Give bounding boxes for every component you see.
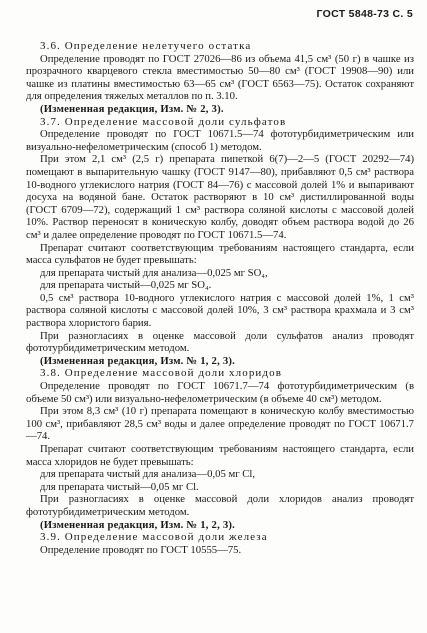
list-item: для препарата чистый для анализа—0,05 мг Cl,: [40, 468, 256, 481]
paragraph: Препарат считают соответствующим требованиям настоящего стандарта, если масса хлоридов не будет превышать:: [26, 443, 414, 468]
paragraph: При этом 8,3 см³ (10 г) препарата помещают в коническую колбу вместимостью 100 см³, прибавляют 28,5 см³ воды и далее определение проводят по ГОСТ 10671.7—74.: [26, 405, 414, 443]
list-item: для препарата чистый—0,05 мг Cl.: [40, 480, 199, 493]
paragraph: Препарат считают соответствующим требованиям настоящего стандарта, если масса сульфатов не будет превышать:: [26, 241, 414, 267]
paragraph: Определение проводят по ГОСТ 10671.7—74 фототурбидиметрическим (в объеме 50 см³) или визуально-нефелометрическим (в объеме 40 см³) методом.: [26, 380, 414, 405]
amendment-note: (Измененная редакция, Изм. № 2, 3).: [40, 102, 224, 115]
section-heading: 3.7. Определение массовой доли сульфатов: [40, 115, 287, 128]
document-body: [26, 40, 414, 556]
amendment-note: (Измененная редакция, Изм. № 1, 2, 3).: [40, 354, 235, 367]
paragraph: Определение проводят по ГОСТ 10555—75.: [40, 543, 242, 556]
paragraph: Определение проводят по ГОСТ 10671.5—74 фототурбидиметрическим или визуально-нефелометрическим (способ 1) методом.: [26, 128, 414, 153]
section-heading: 3.9. Определение массовой доли железа: [40, 531, 268, 544]
page-header: ГОСТ 5848-73 С. 5: [316, 8, 413, 20]
section-heading: 3.6. Определение нелетучего остатка: [40, 40, 252, 52]
paragraph: При разногласиях в оценке массовой доли хлоридов анализ проводят фототурбидиметрическим методом.: [26, 493, 414, 518]
paragraph: При этом 2,1 см³ (2,5 г) препарата пипеткой 6(7)—2—5 (ГОСТ 20292—74) помещают в выпарительную чашку (ГОСТ 9147—80), прибавляют 0,5 см³ раствора 10-водного углекислого натрия (ГОСТ 84—76) с массовой долей 1% и выпаривают досуха на водяной бане. Остаток растворяют в 10 см³ дистиллированной воды (ГОСТ 6709—72), содержащий 1 см³ раствора соляной кислоты с массовой долей 10%. Раствор переносят в коническую колбу, доводят объем раствора водой до 26 см³ и далее определение проводят по ГОСТ 10671.5—74.: [26, 153, 414, 241]
section-heading: 3.8. Определение массовой доли хлоридов: [40, 367, 283, 380]
paragraph: 0,5 см³ раствора 10-водного углекислого натрия с массовой долей 1%, 1 см³ раствора соляной кислоты с массовой долей 10%, 3 см³ раствора крахмала и 3 см³ раствора хлористого бария.: [26, 291, 414, 330]
amendment-note: (Измененная редакция, Изм. № 1, 2, 3).: [40, 518, 235, 531]
paragraph: Определение проводят по ГОСТ 27026—86 из объема 41,5 см³ (50 г) в чашке из прозрачного кварцевого стекла вместимостью 50—80 см³ (ГОСТ 19908—90) или чашке из платины вместимостью 63—65 см³ (ГОСТ 6563—75). Остаток сохраняют для определения тяжелых металлов по п. 3.10.: [26, 52, 414, 103]
paragraph: При разногласиях в оценке массовой доли сульфатов анализ проводят фототурбидиметрическим методом.: [26, 329, 414, 355]
list-item: для препарата чистый—0,025 мг SO₄.: [40, 279, 212, 292]
list-item: для препарата чистый для анализа—0,025 мг SO₄,: [40, 266, 268, 279]
